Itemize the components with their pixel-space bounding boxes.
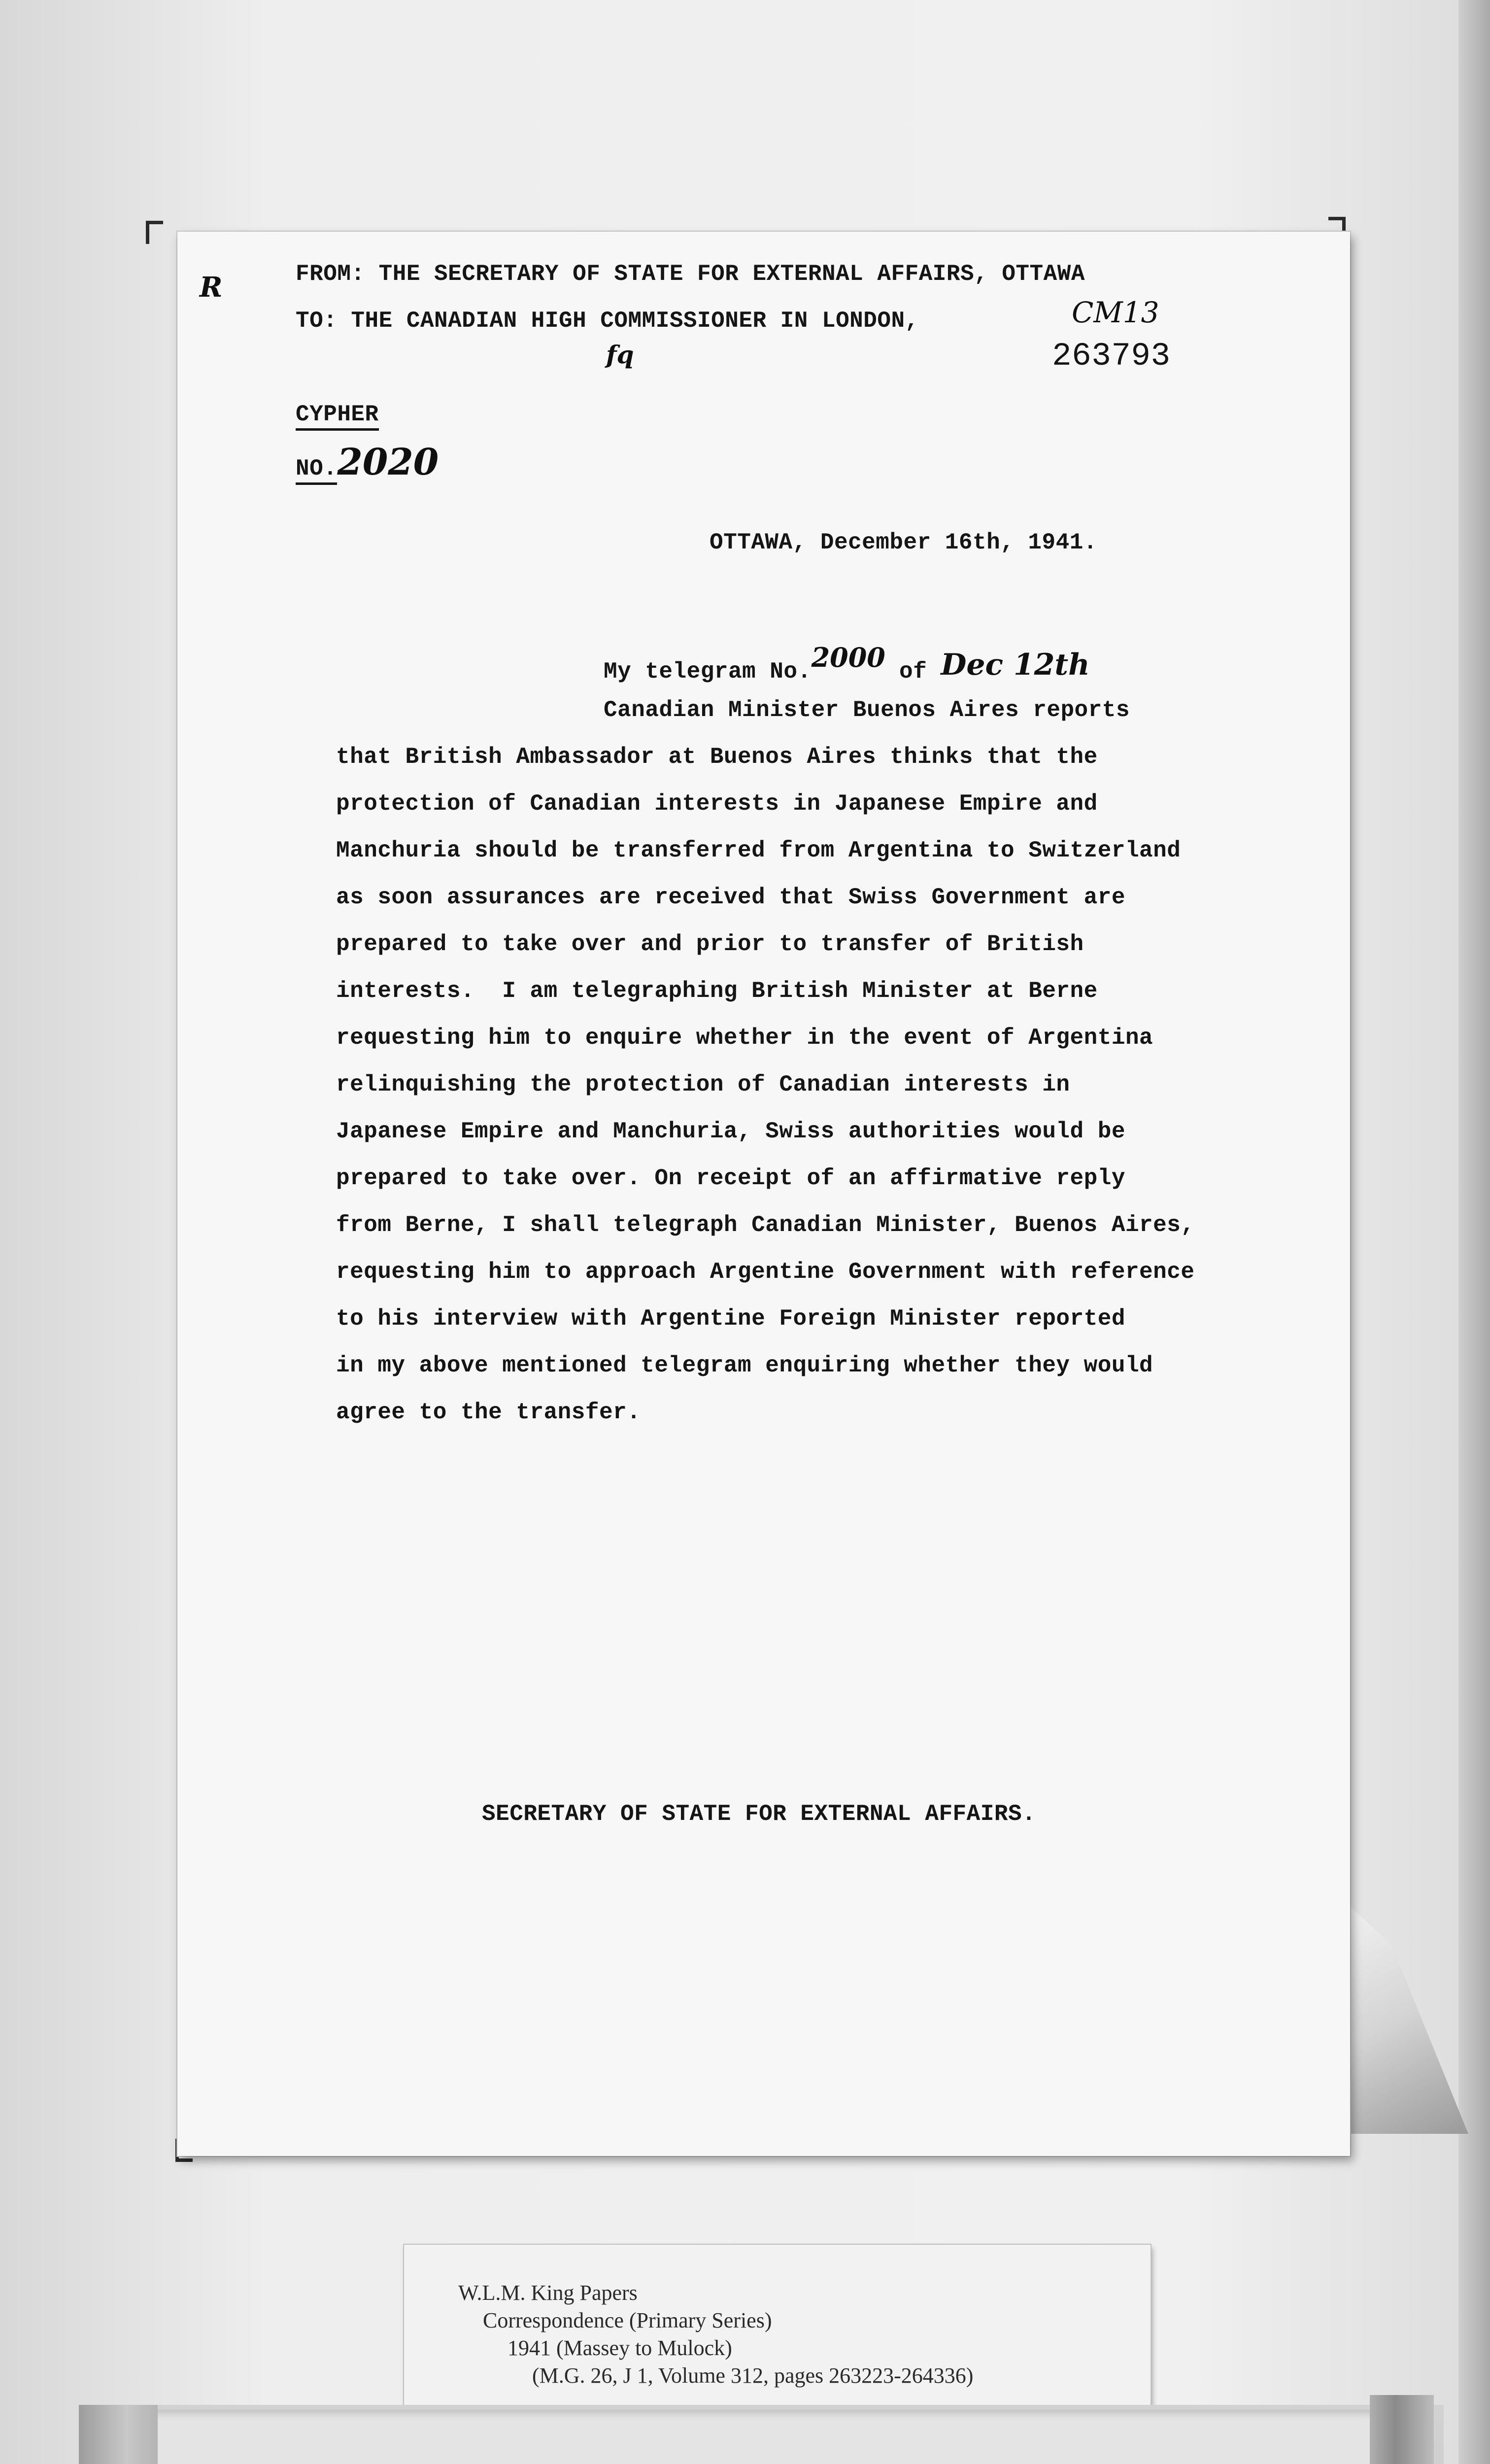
telegram-page <box>177 232 1350 2156</box>
body-line: requesting him to enquire whether in the event of Argentina <box>336 1025 1153 1051</box>
initials: fq <box>606 340 634 369</box>
body-line: that British Ambassador at Buenos Aires thinks that the <box>336 744 1098 770</box>
body-line: interests. I am telegraphing British Minister at Berne <box>336 978 1098 1004</box>
body-line: to his interview with Argentine Foreign Minister reported <box>336 1306 1125 1332</box>
card-line: (M.G. 26, J 1, Volume 312, pages 263223-264336) <box>532 2363 974 2388</box>
card-line: W.L.M. King Papers <box>458 2281 638 2305</box>
reference-prefix: My telegram No. <box>604 659 812 684</box>
telegram-ref-date: Dec 12th <box>941 648 1090 682</box>
body-line: relinquishing the protection of Canadian interests in <box>336 1072 1070 1097</box>
archive-reference-card <box>404 2245 1151 2410</box>
body-line: prepared to take over. On receipt of an affirmative reply <box>336 1165 1125 1191</box>
card-line: Correspondence (Primary Series) <box>483 2308 772 2332</box>
body-line: prepared to take over and prior to transfer of British <box>336 931 1084 957</box>
body-line: Manchuria should be transferred from Argentina to Switzerland <box>336 838 1181 863</box>
body-line: Canadian Minister Buenos Aires reports <box>604 697 1130 723</box>
frame-right-post <box>1370 2395 1434 2464</box>
body-line: agree to the transfer. <box>336 1400 641 1425</box>
header-to: TO: THE CANADIAN HIGH COMMISSIONER IN LONDON, <box>296 308 919 334</box>
signature: SECRETARY OF STATE FOR EXTERNAL AFFAIRS. <box>482 1801 1036 1827</box>
card-line: 1941 (Massey to Mulock) <box>508 2336 732 2360</box>
reference-of: of <box>899 659 927 684</box>
scan-edge-strip <box>1458 0 1490 2464</box>
body-line: Japanese Empire and Manchuria, Swiss authorities would be <box>336 1119 1125 1144</box>
number-prefix: NO. <box>296 456 337 485</box>
body-line: protection of Canadian interests in Japanese Empire and <box>336 791 1098 817</box>
reference-line <box>604 642 1090 685</box>
corner-bracket-top-left <box>146 221 163 244</box>
cypher-number-line <box>296 441 439 483</box>
body-line: as soon assurances are received that Swiss Government are <box>336 885 1125 910</box>
header-from: FROM: THE SECRETARY OF STATE FOR EXTERNAL AFFAIRS, OTTAWA <box>296 261 1085 287</box>
date-line: OTTAWA, December 16th, 1941. <box>710 530 1097 555</box>
body-line: requesting him to approach Argentine Government with reference <box>336 1259 1195 1285</box>
frame-left-post <box>79 2405 158 2464</box>
archive-label-panel <box>148 2410 1385 2464</box>
cypher-number: 2020 <box>337 441 439 483</box>
body-line: from Berne, I shall telegraph Canadian Minister, Buenos Aires, <box>336 1212 1195 1238</box>
margin-mark: R <box>200 271 223 304</box>
reference-number: 263793 <box>1052 338 1171 375</box>
body-line: in my above mentioned telegram enquiring whether they would <box>336 1353 1153 1378</box>
cypher-label: CYPHER <box>296 402 379 431</box>
telegram-ref-number: 2000 <box>811 642 885 673</box>
stamp-code: CM13 <box>1072 296 1159 329</box>
